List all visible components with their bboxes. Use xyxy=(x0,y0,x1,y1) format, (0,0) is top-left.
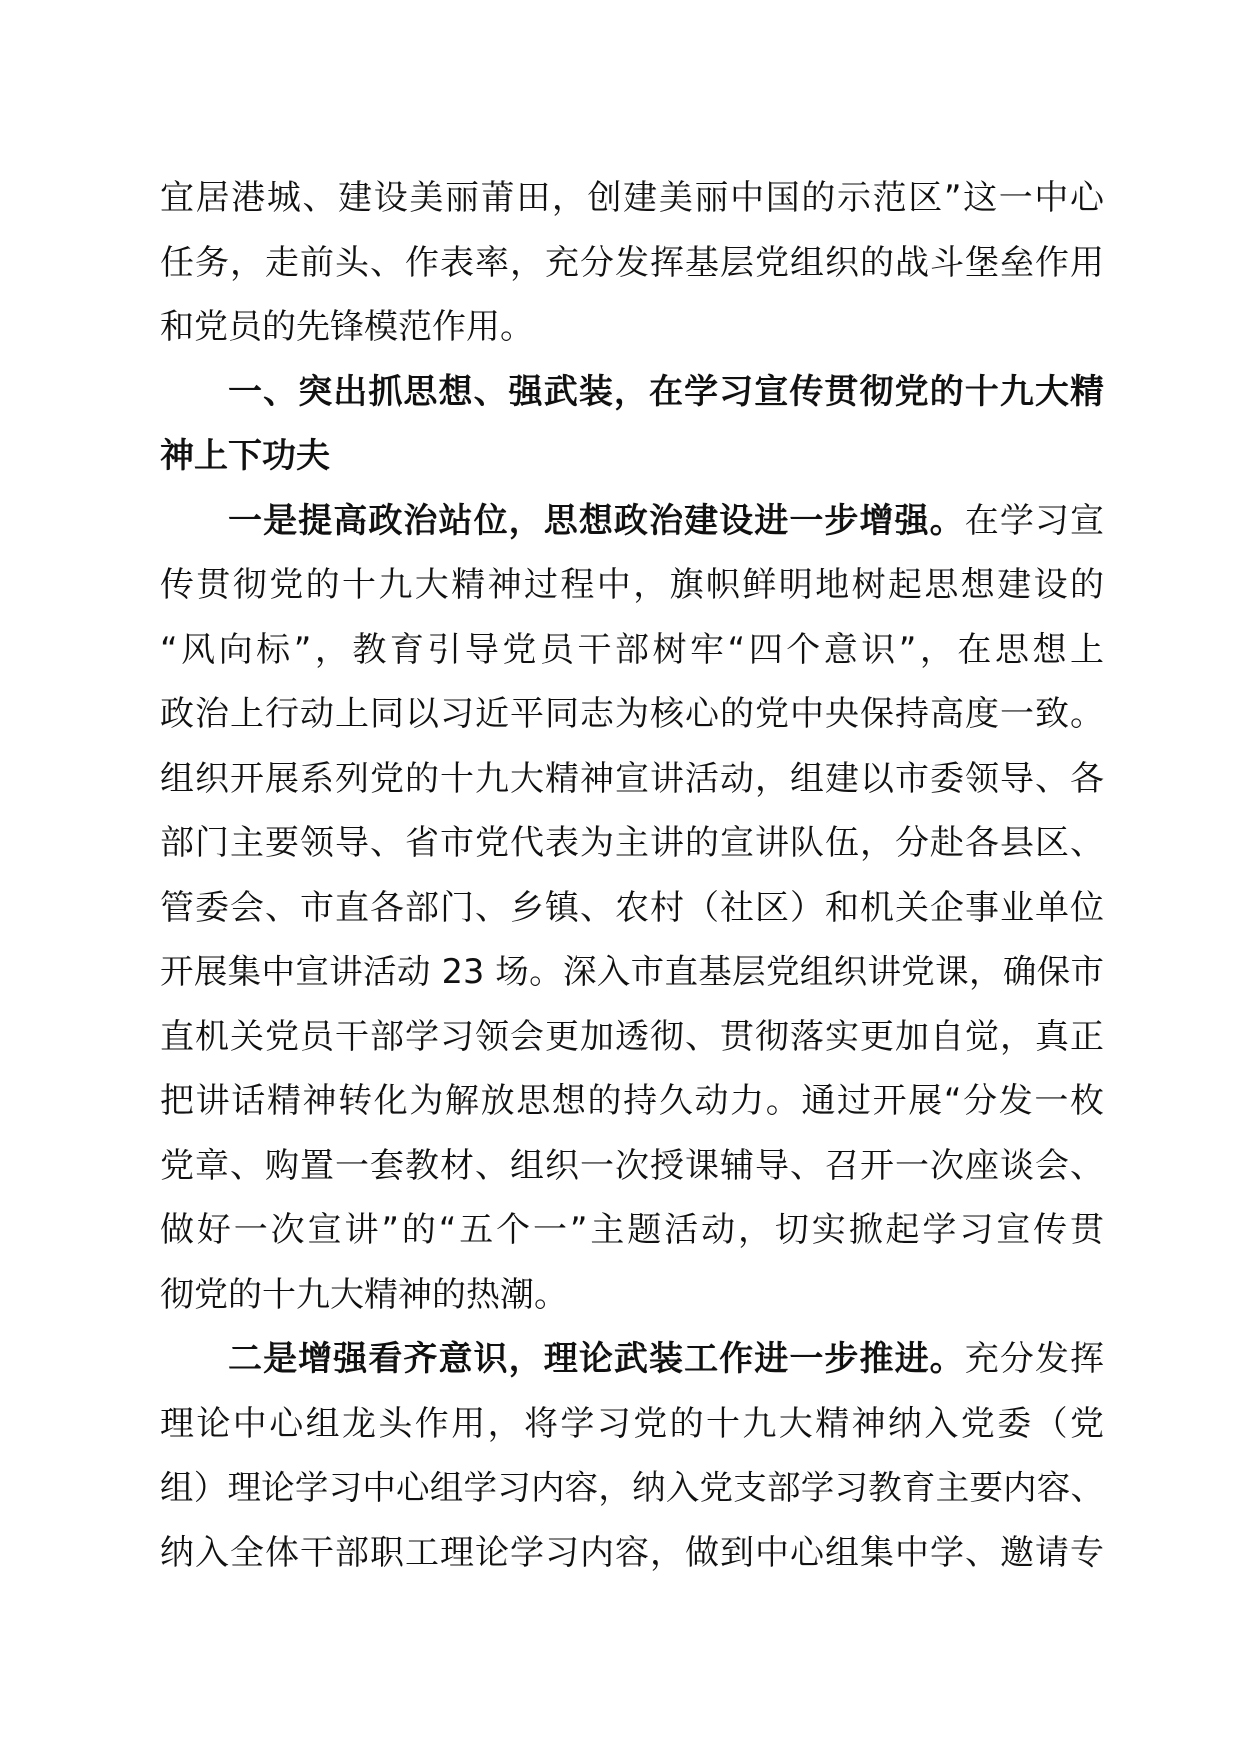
paragraph-line: 把讲话精神转化为解放思想的持久动力。通过开展“分发一枚 xyxy=(160,1081,1104,1121)
paragraph-line: 纳入全体干部职工理论学习内容，做到中心组集中学、邀请专 xyxy=(160,1532,1104,1573)
section-heading-line: 神上下功夫 xyxy=(160,436,330,476)
paragraph-line: 宜居港城、建设美丽莆田，创建美丽中国的示范区”这一中心 xyxy=(160,178,1104,218)
paragraph-line: 政治上行动上同以习近平同志为核心的党中央保持高度一致。 xyxy=(160,694,1104,734)
paragraph-line: 开展集中宣讲活动 23 场。深入市直基层党组织讲党课，确保市 xyxy=(160,952,1104,991)
paragraph-line: 部门主要领导、省市党代表为主讲的宣讲队伍，分赴各县区、 xyxy=(160,823,1104,863)
paragraph-line: 和党员的先锋模范作用。 xyxy=(160,307,534,347)
paragraph-line: 做好一次宣讲”的“五个一”主题活动，切实掀起学习宣传贯 xyxy=(160,1210,1104,1250)
paragraph-first-line xyxy=(160,489,1104,554)
paragraph-line: 传贯彻党的十九大精神过程中，旗帜鲜明地树起思想建设的 xyxy=(160,565,1104,605)
paragraph-line: “风向标”，教育引导党员干部树牢“四个意识”，在思想上 xyxy=(160,629,1104,670)
document-body xyxy=(160,166,1104,1585)
section-heading-line: 一、突出抓思想、强武装，在学习宣传贯彻党的十九大精 xyxy=(228,371,1104,412)
paragraph-line: 直机关党员干部学习领会更加透彻、贯彻落实更加自觉，真正 xyxy=(160,1016,1104,1057)
paragraph-line: 任务，走前头、作表率，充分发挥基层党组织的战斗堡垒作用 xyxy=(160,242,1104,283)
paragraph-line: 组）理论学习中心组学习内容，纳入党支部学习教育主要内容、 xyxy=(160,1468,1104,1507)
paragraph-text: 在学习宣 xyxy=(964,500,1104,541)
paragraph-line: 管委会、市直各部门、乡镇、农村（社区）和机关企事业单位 xyxy=(160,887,1104,928)
paragraph-lead: 一是提高政治站位，思想政治建设进一步增强。 xyxy=(228,500,965,541)
paragraph-text: 充分发挥 xyxy=(964,1339,1104,1379)
paragraph-line: 理论中心组龙头作用，将学习党的十九大精神纳入党委（党 xyxy=(160,1403,1104,1444)
paragraph-first-line xyxy=(160,1327,1104,1392)
paragraph-line: 党章、购置一套教材、组织一次授课辅导、召开一次座谈会、 xyxy=(160,1145,1104,1186)
paragraph-line: 彻党的十九大精神的热潮。 xyxy=(160,1274,568,1315)
paragraph-lead: 二是增强看齐意识，理论武装工作进一步推进。 xyxy=(228,1339,965,1379)
paragraph-line: 组织开展系列党的十九大精神宣讲活动，组建以市委领导、各 xyxy=(160,758,1104,799)
